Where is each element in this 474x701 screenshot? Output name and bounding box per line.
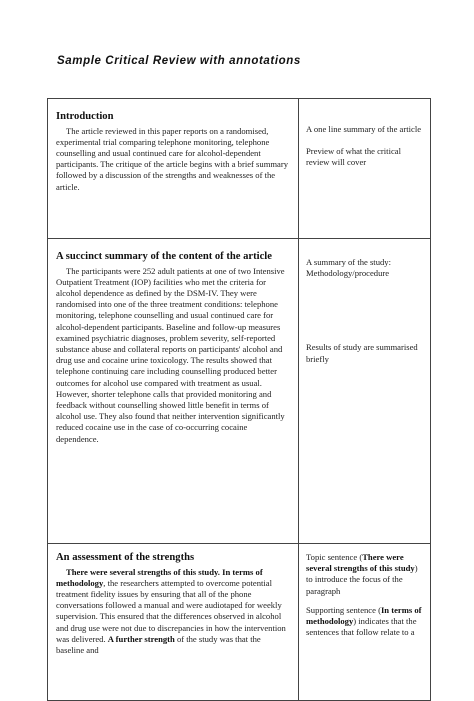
annotation-note — [306, 605, 424, 639]
section-text — [56, 567, 290, 657]
table-row-introduction — [48, 99, 431, 239]
section-heading: Introduction — [56, 111, 114, 122]
text-run: Supporting sentence ( — [306, 604, 381, 615]
table-row-strengths — [48, 544, 431, 701]
bold-phrase: There were several strengths of this study. — [66, 566, 220, 577]
bold-phrase: There were several strengths of this study — [306, 552, 415, 574]
text-run: of the study was that the baseline and — [56, 633, 261, 655]
annotation-cell — [299, 544, 431, 701]
section-heading: A succinct summary of the content of the article — [56, 251, 272, 262]
introduction-cell — [48, 99, 299, 239]
annotation-cell — [299, 239, 431, 544]
section-text: The participants were 252 adult patients at one of two Intensive Outpatient Treatment (IOP) facilities who met the criteria for alcohol dependence as defined by the DSM-IV. They were randomised into one of the three treatment conditions: telephone monitoring, telephone counselling and usual continued care for alcohol-dependent participants. Baseline and follow-up measures examined psychiatric diagnoses, problem severity, self-reported substance abuse and collateral reports on participants' alcohol and drug use and cocaine urine toxicology. The results showed that telephone continuing care including counselling produced better outcomes for alcohol use compared with treatment as usual. However, shorter telephone calls that provided monitoring and feedback without counselling showed little benefit in terms of alcohol use. They also found that neither intervention significantly reduced cocaine use in the case of co-occurring cocaine dependence. — [56, 265, 285, 444]
annotation-cell — [299, 99, 431, 239]
text-run: ) to introduce the focus of the paragraph — [306, 563, 418, 596]
document-title: Sample Critical Review with annotations — [57, 55, 301, 67]
bold-phrase: In terms of methodology — [306, 604, 422, 627]
critical-review-table — [47, 98, 431, 701]
bold-phrase: A further strength — [107, 633, 175, 644]
section-heading: An assessment of the strengths — [56, 552, 195, 563]
strengths-cell — [48, 544, 299, 701]
annotation-note: Preview of what the critical review will cover — [306, 146, 401, 168]
section-text: The article reviewed in this paper reports on a randomised, experimental trial comparing telephone monitoring, telephone counselling and usual continued care for alcohol-dependent participants. The critique of the article begins with a brief summary followed by a discussion of the strengths and weaknesses of the article. — [56, 125, 289, 192]
text-run: , the researchers attempted to overcome potential treatment fidelity issues by ensuring that all of the phone conversations followed a manual and were audiotaped for weekly supervision. This ensured that the differences observed in alcohol and drug use were not due to discrepancies in how the intervention was delivered. — [56, 577, 286, 644]
annotation-note: A one line summary of the article — [306, 124, 422, 134]
annotation-note — [306, 552, 424, 597]
table-row-summary — [48, 239, 431, 544]
text-run: ) indicates that the sentences that follow relate to a — [306, 616, 417, 638]
annotation-note: A summary of the study: Methodology/procedure — [306, 257, 391, 279]
annotation-note: Results of study are summarised briefly — [306, 342, 418, 364]
text-run: Topic sentence ( — [306, 552, 363, 562]
summary-cell — [48, 239, 299, 544]
bold-phrase: In terms of methodology — [56, 566, 263, 588]
